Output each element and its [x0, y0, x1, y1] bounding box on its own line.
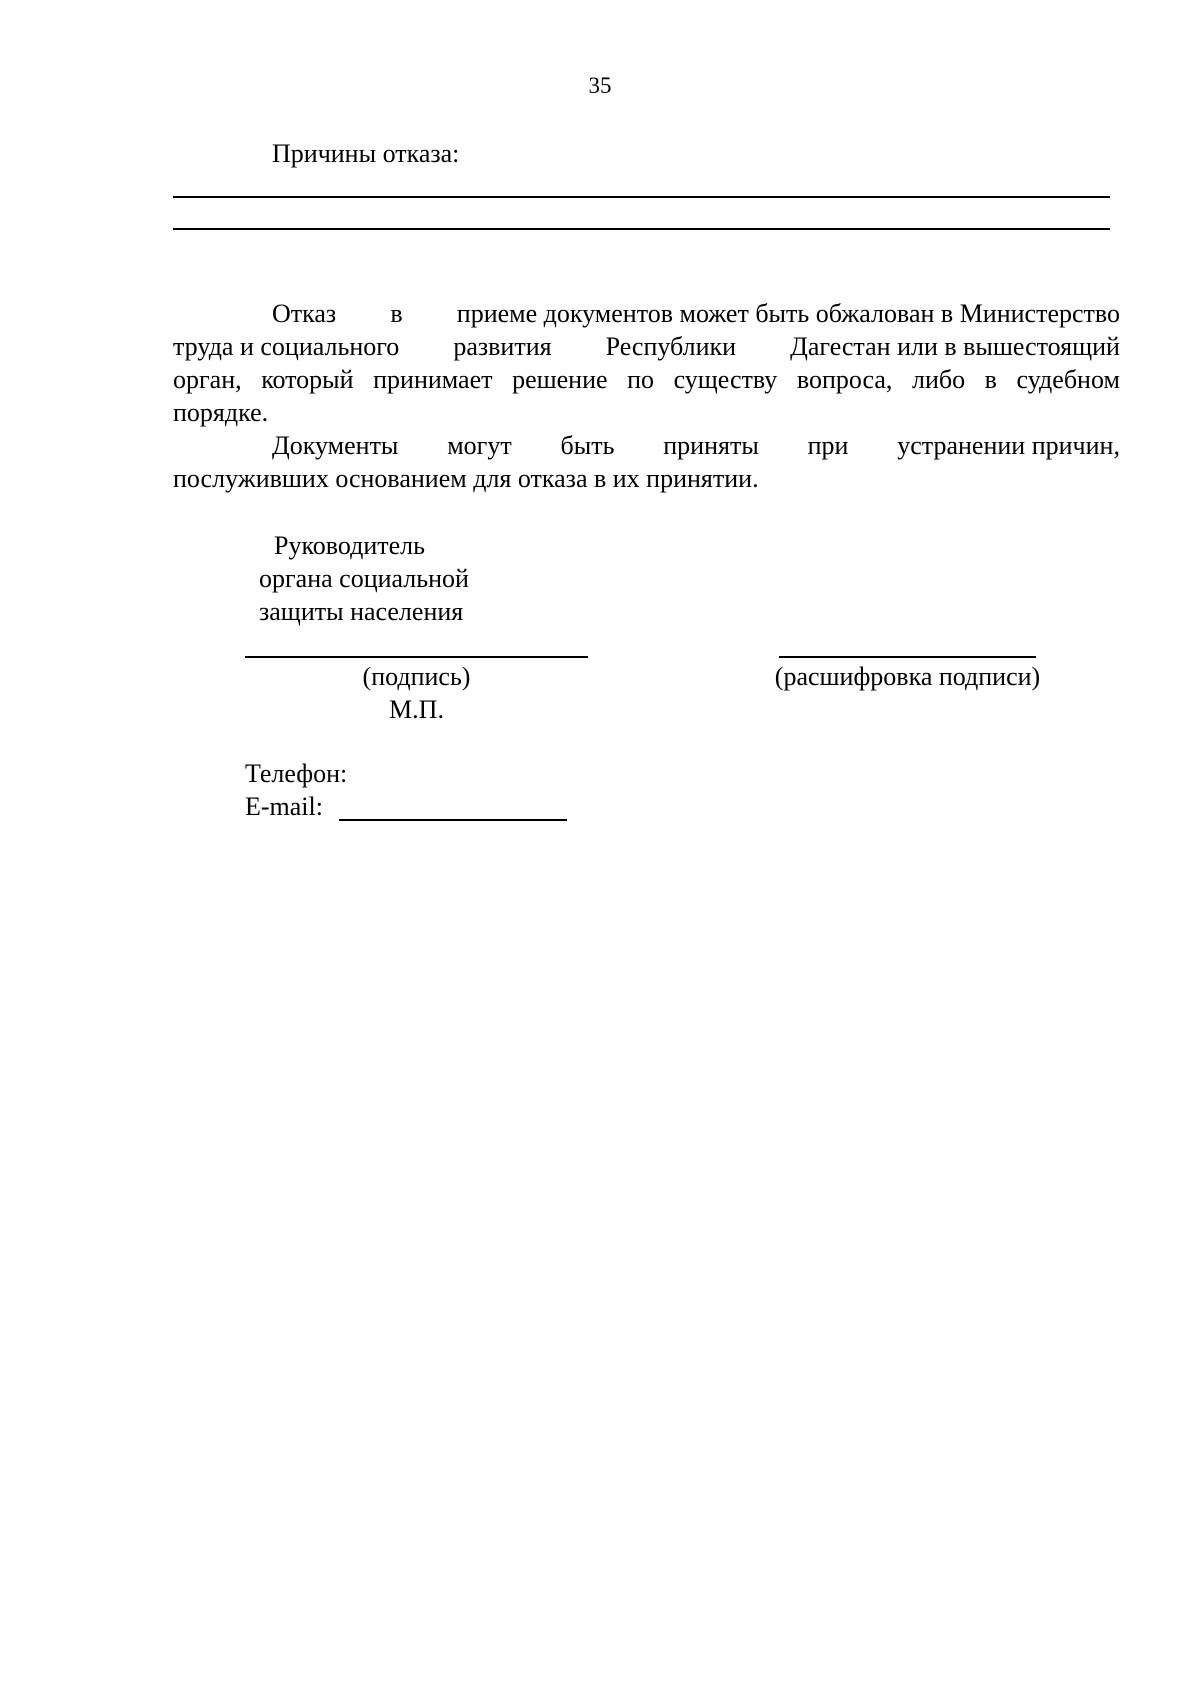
- word: устранении причин,: [897, 431, 1120, 460]
- word: орган,: [173, 365, 242, 394]
- word: либо: [911, 365, 966, 394]
- appeal-paragraph-line-1: [272, 298, 1120, 330]
- word: в: [984, 365, 997, 394]
- signatory-line-2: органа социальной: [259, 564, 469, 593]
- word: Документы: [272, 431, 399, 460]
- word: который: [261, 365, 354, 394]
- acceptance-paragraph-line-2: послуживших основанием для отказа в их принятии.: [173, 464, 759, 493]
- word: вопроса,: [796, 365, 893, 394]
- email-label: E-mail:: [245, 792, 323, 821]
- seal-mark: М.П.: [389, 695, 444, 724]
- signature-decoding-line[interactable]: [779, 656, 1036, 658]
- signatory-line-3: защиты населения: [259, 597, 464, 626]
- appeal-paragraph-line-4: порядке.: [173, 398, 269, 427]
- word: принимает: [373, 365, 493, 394]
- word: при: [807, 431, 849, 460]
- reason-line-2[interactable]: [173, 228, 1110, 230]
- word: развития: [453, 332, 552, 361]
- word: Дагестан или в вышестоящий: [790, 332, 1120, 361]
- word: могут: [447, 431, 512, 460]
- word: существу: [673, 365, 778, 394]
- word: Республики: [605, 332, 737, 361]
- rejection-reasons-label: Причины отказа:: [272, 139, 460, 168]
- signature-line[interactable]: [245, 656, 588, 658]
- word: быть: [560, 431, 615, 460]
- word: труда и социального: [173, 332, 400, 361]
- signature-caption: (подпись): [362, 662, 471, 691]
- word: в: [390, 299, 403, 328]
- word: приеме документов может быть обжалован в Министерство: [456, 299, 1120, 328]
- phone-label: Телефон:: [245, 759, 348, 788]
- word: по: [627, 365, 655, 394]
- acceptance-paragraph-line-1: [272, 430, 1120, 462]
- word: Отказ: [272, 299, 337, 328]
- word: судебном: [1016, 365, 1120, 394]
- reason-line-1[interactable]: [173, 196, 1110, 198]
- email-line[interactable]: [339, 819, 567, 821]
- appeal-paragraph-line-3: [173, 364, 1120, 396]
- word: решение: [512, 365, 608, 394]
- signatory-line-1: Руководитель: [274, 531, 425, 560]
- decoding-caption: (расшифровка подписи): [774, 662, 1041, 691]
- page-number: 35: [588, 73, 612, 98]
- word: приняты: [663, 431, 759, 460]
- appeal-paragraph-line-2: [173, 331, 1120, 363]
